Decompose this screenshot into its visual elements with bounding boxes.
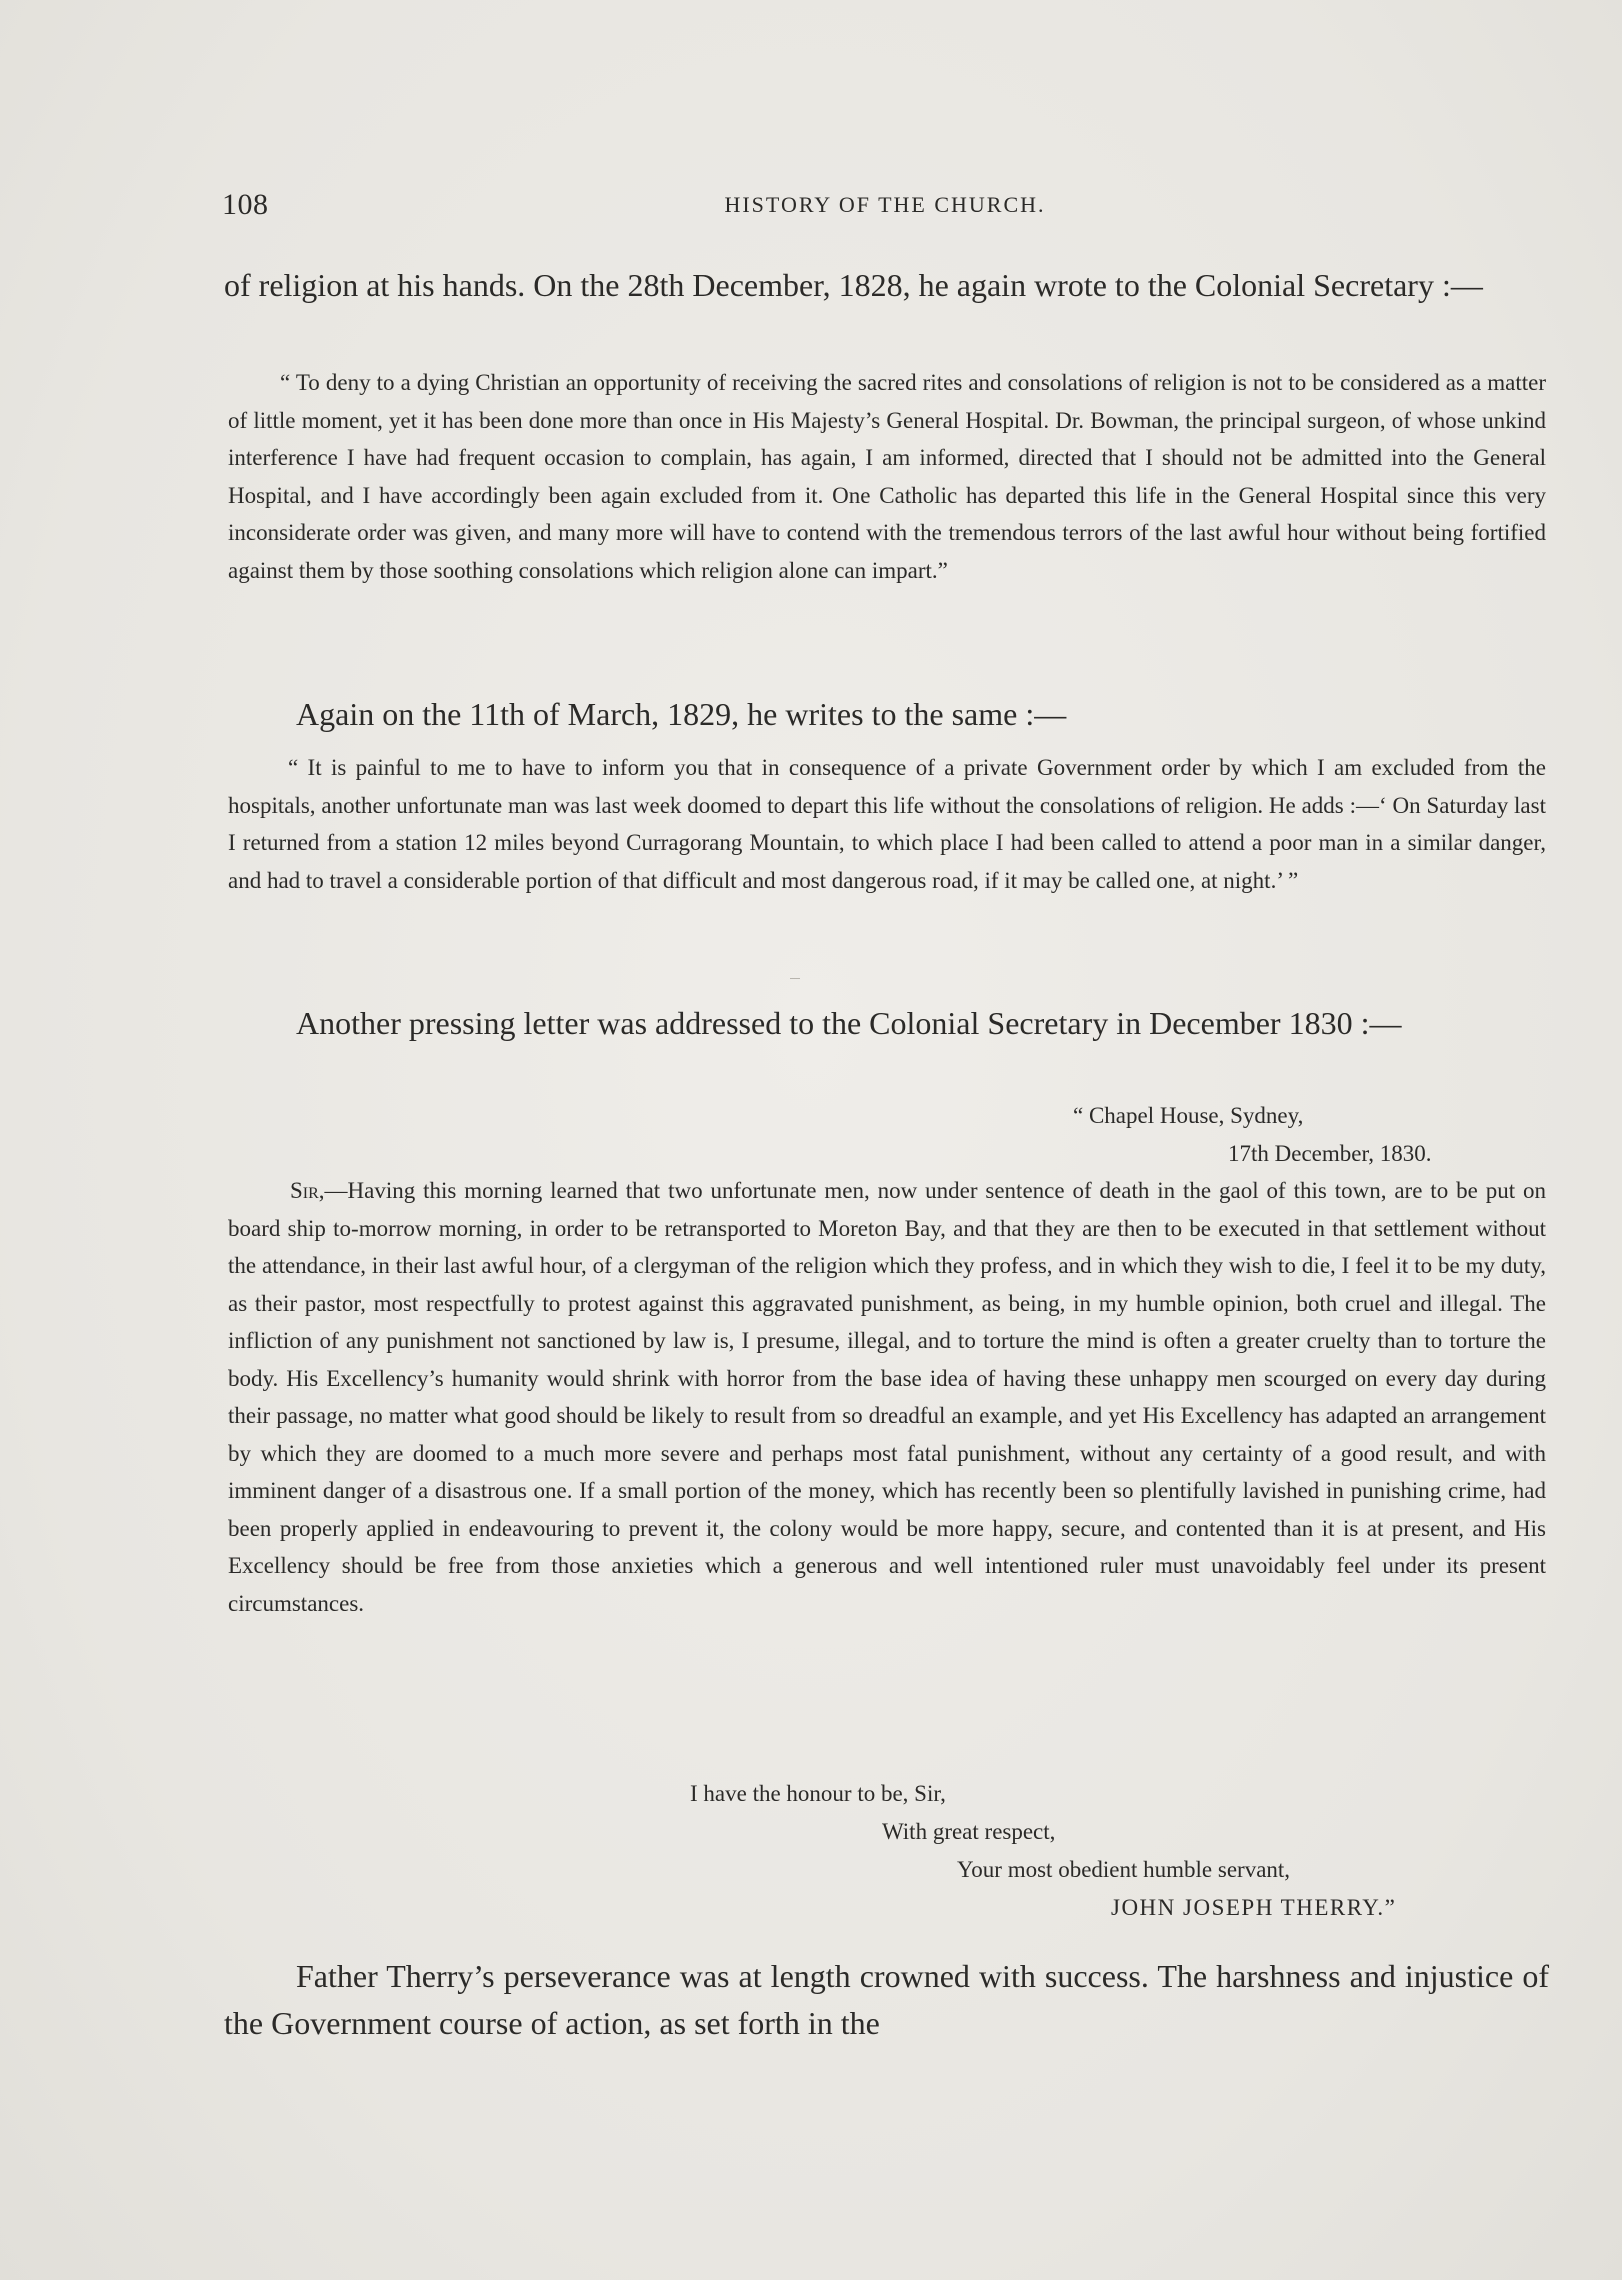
running-head: HISTORY OF THE CHURCH.	[724, 192, 1046, 217]
again-paragraph: Again on the 11th of March, 1829, he writes to the same :—	[296, 696, 1067, 732]
letter-body-text: —Having this morning learned that two unfortunate men, now under sentence of death in the gaol of this town, are to be put on board ship to-morrow morning, in order to be retransported to Moreton Bay, and that they are then to be executed in that settlement without the attendance, in their last awful hour, of a clergyman of the religion which they profess, and in which they wish to die, I feel it to be my duty, as their pastor, most respectfully to protest against this aggravated punishment, as being, in my humble opinion, both cruel and illegal. The infliction of any punishment not sanctioned by law is, I presume, illegal, and to torture the mind is often a greater cruelty than to torture the body. His Excellency’s humanity would shrink with horror from the base idea of having these unhappy men scourged on every day during their passage, no matter what good should be likely to result from so dreadful an example, and yet His Excellency has adapted an arrangement by which they are doomed to a much more severe and perhaps most fatal punishment, without any certainty of a good result, and with imminent danger of a disastrous one. If a small portion of the money, which has recently been so plentifully lavished in punishing crime, had been properly applied in endeavouring to prevent it, the colony would be more happy, secure, and contented than it is at present, and His Excellency should be free from those anxieties which a generous and well intentioned ruler must unavoidably feel under its present circumstances.	[228, 1178, 1546, 1616]
closing-honour: I have the honour to be, Sir,	[690, 1781, 946, 1806]
closing-respect: With great respect,	[882, 1819, 1056, 1844]
another-letter-paragraph: Another pressing letter was addressed to the Colonial Secretary in December 1830 :—	[296, 1005, 1402, 1041]
page-header	[222, 188, 1548, 228]
quote-hospitals	[228, 749, 1546, 899]
ink-mark	[790, 978, 800, 979]
page-number: 108	[222, 188, 269, 221]
letter-date: 17th December, 1830.	[1228, 1141, 1432, 1166]
quote-dying-christian-text: “ To deny to a dying Christian an opportunity of receiving the sacred rites and consolations of religion is not to be considered as a matter of little moment, yet it has been done more than once in His Majesty’s General Hospital. Dr. Bowman, the principal surgeon, of whose unkind interference I have had frequent occasion to complain, has again, I am informed, directed that I should not be admitted into the General Hospital, and I have accordingly been again excluded from it. One Catholic has departed this life in the General Hospital since this very inconsiderate order was given, and many more will have to contend with the tremendous terrors of the last awful hour without being fortified against them by those soothing consolations which religion alone can impart.”	[228, 370, 1546, 583]
quote-dying-christian	[228, 364, 1546, 589]
quote-hospitals-text: “ It is painful to me to have to inform you that in consequence of a private Government order by which I am excluded from the hospitals, another unfortunate man was last week doomed to depart this life without the consolations of religion. He adds :—‘ On Saturday last I returned from a station 12 miles beyond Curragorang Mountain, to which place I had been called to attend a poor man in a similar danger, and had to travel a considerable portion of that difficult and most dangerous road, if it may be called one, at night.’ ”	[228, 755, 1546, 893]
signature: JOHN JOSEPH THERRY.”	[1111, 1895, 1397, 1920]
intro-paragraph: of religion at his hands. On the 28th December, 1828, he again wrote to the Colonial Secretary :—	[224, 267, 1483, 303]
letter-body	[228, 1172, 1546, 1622]
letter-place: “ Chapel House, Sydney,	[1073, 1103, 1304, 1128]
closing-servant: Your most obedient humble servant,	[957, 1857, 1291, 1882]
letter-salutation: Sir,	[290, 1178, 325, 1203]
final-paragraph: Father Therry’s perseverance was at length crowned with success. The harshness and injustice of the Government course of action, as set forth in the	[224, 1958, 1549, 2041]
